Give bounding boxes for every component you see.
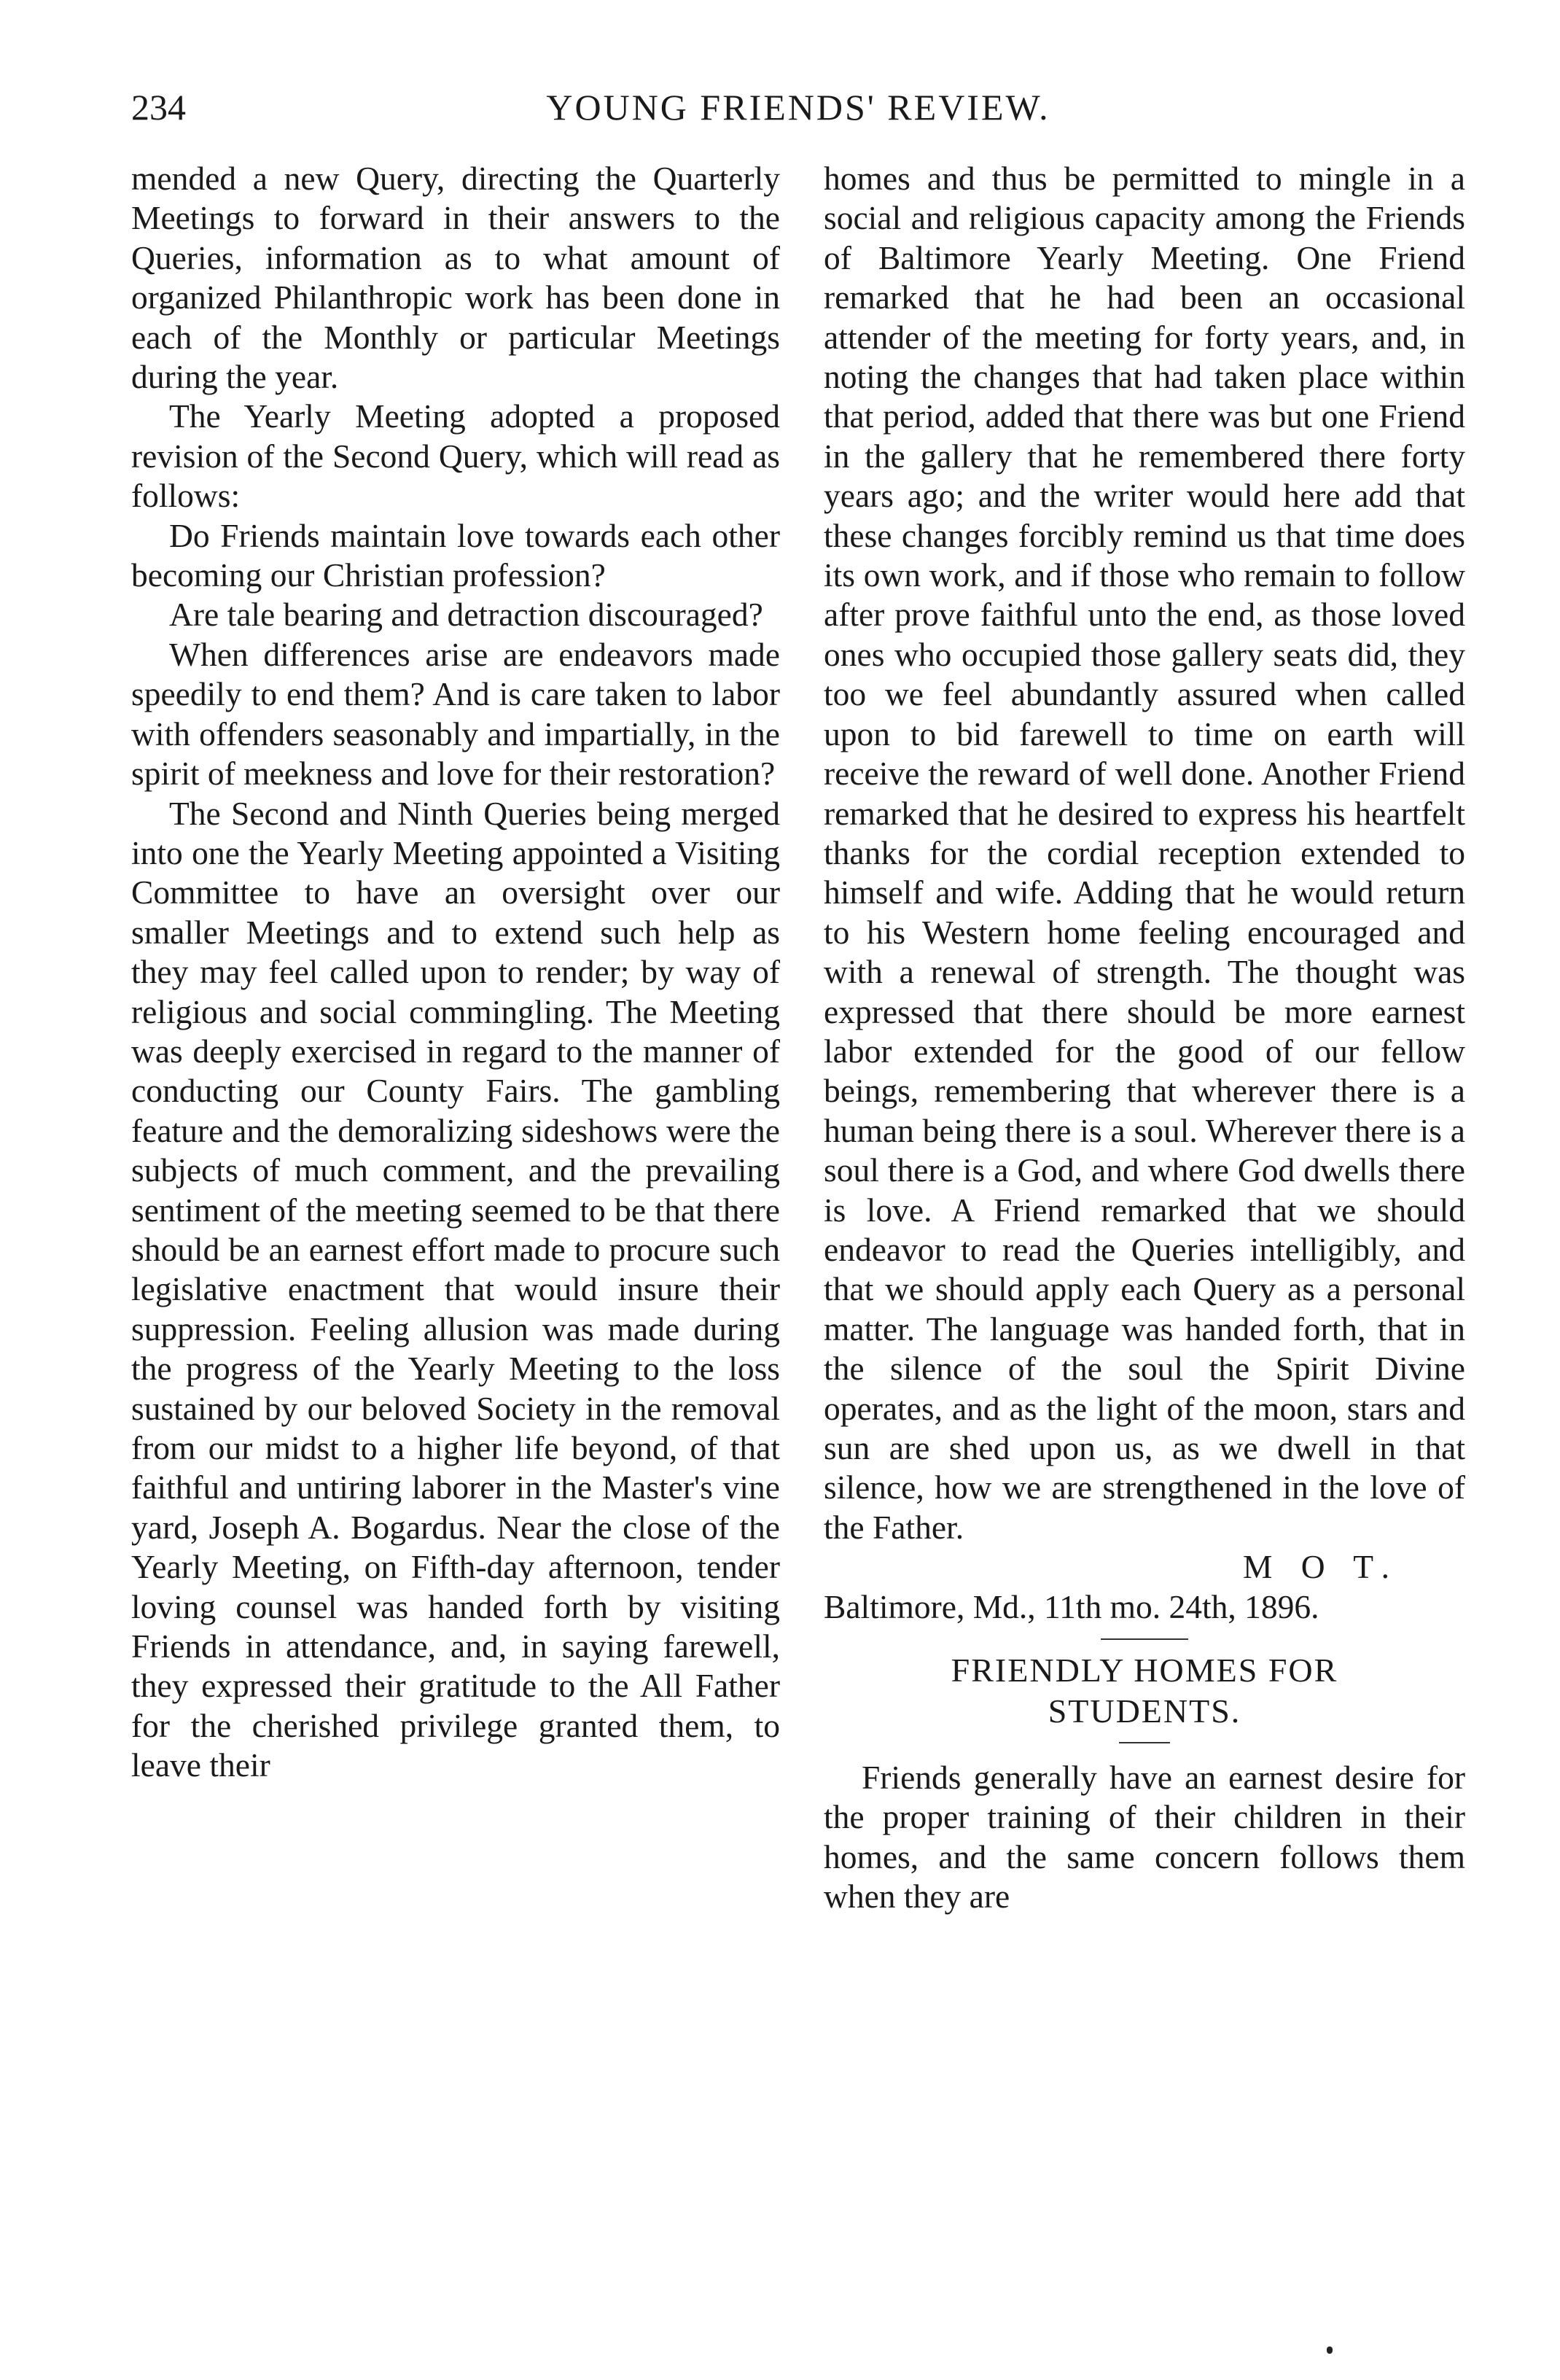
page-number: 234 — [131, 87, 186, 128]
left-column — [131, 159, 780, 1786]
article-opening: Friends generally have an earnest desire for the proper training of their children in their homes, and the same concern follows them when they are — [824, 1759, 1465, 1916]
page-header — [131, 86, 1465, 137]
paragraph-homes: homes and thus be permitted to mingle in a social and religious capacity among the Friends of Baltimore Yearly Meeting. One Friend remarked that he had been an occasional attender of the meeting for forty years, and, in noting the changes that had taken place within that period, added that there was but one Friend in the gallery that he remembered there forty years ago; and the writer would here add that these changes forcibly remind us that time does its own work, and if those who remain to follow after prove faithful unto the end, as those loved ones who occupied those gallery seats did, they too we feel abundantly assured when called upon to bid farewell to time on earth will receive the reward of well done. Another Friend remarked that he desired to express his heartfelt thanks for the cordial reception extended to himself and wife. Adding that he would return to his Western home feeling encouraged and with a renewal of strength. The thought was expressed that there should be more earnest labor extended for the good of our fellow beings, remembering that wherever there is a human being there is a soul. Wherever there is a soul there is a God, and where God dwells there is love. A Friend remarked that we should endeavor to read the Queries intelligibly, and that we should apply each Query as a personal matter. The language was handed forth, that in the silence of the soul the Spirit Divine operates, and as the light of the moon, stars and sun are shed upon us, as we dwell in that silence, how we are strengthened in the love of the Father. — [824, 160, 1465, 1546]
author-signature: M O T. — [1242, 1548, 1400, 1586]
ink-mark — [1327, 2346, 1333, 2354]
right-column — [824, 159, 1465, 1917]
paragraph-revision: The Yearly Meeting adopted a proposed revision of the Second Query, which will read as follows: — [131, 397, 780, 515]
paragraph-continued: mended a new Query, directing the Quarterly Meetings to forward in their answers to the Queries, information as to what amount of organized Philanthropic work has been done in each of the Monthly or particular Meetings during the year. — [131, 160, 780, 396]
title-divider — [1119, 1742, 1170, 1743]
article-title-line2: STUDENTS. — [1048, 1692, 1241, 1730]
running-title: YOUNG FRIENDS' REVIEW. — [546, 87, 1050, 128]
section-divider — [1101, 1638, 1188, 1640]
query-love: Do Friends maintain love towards each other becoming our Christian profession? — [131, 516, 780, 594]
query-differences: When differences arise are endeavors made speedily to end them? And is care taken to labor with offenders seasonably and impartially, in the spirit of meekness and love for their restoration? — [131, 635, 780, 793]
article-title — [824, 1650, 1465, 1732]
article-title-line1: FRIENDLY HOMES FOR — [951, 1652, 1338, 1689]
place-date: Baltimore, Md., 11th mo. 24th, 1896. — [824, 1587, 1319, 1625]
paragraph-committee: The Second and Ninth Queries being merged into one the Yearly Meeting appointed a Visiting Committee to have an oversight over our smaller Meetings and to extend such help as they may feel called upon to render; by way of religious and social commingling. The Meeting was deeply exercised in regard to the manner of conducting our County Fairs. The gambling feature and the demoralizing sideshows were the subjects of much comment, and the prevailing sentiment of the meeting seemed to be that there should be an earnest effort made to procure such legislative enactment that would insure their suppression. Feeling allusion was made during the progress of the Yearly Meeting to the loss sustained by our beloved Society in the removal from our midst to a higher life beyond, of that faithful and untiring laborer in the Master's vine yard, Joseph A. Bogardus. Near the close of the Yearly Meeting, on Fifth-day afternoon, tender loving counsel was handed forth by visiting Friends in attendance, and, in saying farewell, they expressed their gratitude to the All Father for the cherished privilege granted them, to leave their — [131, 794, 780, 1784]
query-talebearing: Are tale bearing and detraction discouraged? — [169, 596, 763, 634]
